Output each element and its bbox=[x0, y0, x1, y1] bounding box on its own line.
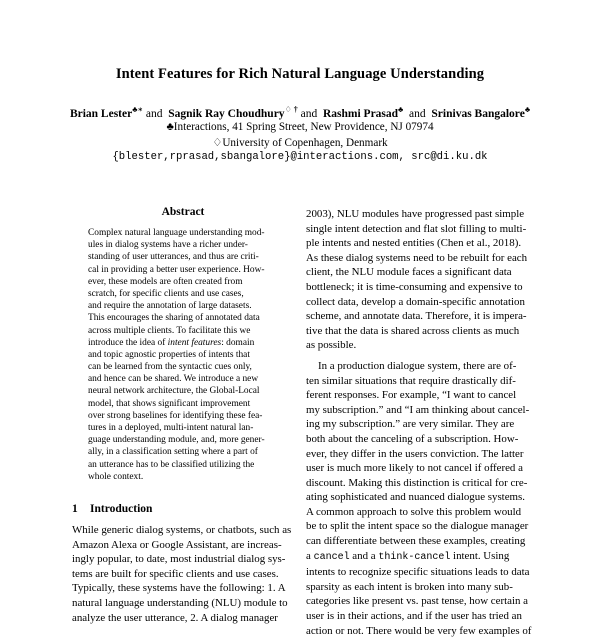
text-line: Typically, these systems have the following: 1. A bbox=[72, 582, 286, 595]
text-line: standing of user utterances, and thus are criti- bbox=[88, 252, 259, 263]
text-line: ferent responses. For example, “I want to cancel bbox=[306, 389, 517, 402]
affiliation: ♢University of Copenhagen, Denmark bbox=[212, 137, 388, 149]
paper-title: Intent Features for Rich Natural Language Understanding bbox=[115, 66, 485, 82]
text-line: discount. Making this distinction is critical for cre- bbox=[306, 476, 528, 489]
text-line: categories like present vs. past tense, how certain a bbox=[306, 595, 528, 608]
text-line: tive that the data is shared across clients as much bbox=[306, 324, 520, 337]
text-line: whole context. bbox=[88, 471, 144, 482]
text-line: sparsity as each intent is broken into many sub- bbox=[306, 580, 513, 593]
section-number: 1 bbox=[72, 503, 78, 515]
text-line: natural language understanding (NLU) module to bbox=[72, 596, 288, 609]
text-line: user is in their actions, and if the user has tried an bbox=[306, 610, 522, 623]
text-line: This encourages the sharing of annotated data bbox=[88, 313, 260, 324]
author-emails: {blester,rprasad,sbangalore}@interactions.com, src@di.ku.dk bbox=[112, 151, 488, 163]
author-marks: ♣ bbox=[524, 105, 531, 114]
text-line: a cancel and a think-cancel intent. Using bbox=[306, 549, 510, 563]
author-name: Srinivas Bangalore bbox=[431, 107, 525, 120]
author-name: Sagnik Ray Choudhury bbox=[168, 107, 285, 120]
text-line: introduce the idea of intent features: domain bbox=[88, 337, 255, 348]
text-line: A common approach to solve this problem would bbox=[306, 505, 522, 518]
text-line: can differentiate between these examples, creating bbox=[306, 535, 526, 548]
paragraph bbox=[306, 359, 532, 638]
author-marks: ♣∗ bbox=[132, 105, 143, 114]
author-marks: ♢ † bbox=[284, 105, 298, 114]
author-name: Brian Lester bbox=[69, 107, 133, 120]
text-line: Complex natural language understanding mod- bbox=[88, 228, 265, 238]
text-line: an utterance has to be classified utilizing the bbox=[88, 459, 255, 470]
text-line: ple intents and nested entities (Chen et al., 2018). bbox=[306, 237, 522, 250]
text-line: be to split the intent space so the dialogue manager bbox=[306, 520, 529, 533]
text-line: single intent detection and flat slot filling to multi- bbox=[306, 222, 527, 235]
author-marks: ♣ bbox=[398, 105, 404, 114]
text-line: ever, they differ in the users conviction. The latter bbox=[306, 447, 524, 460]
paragraph bbox=[306, 207, 532, 353]
right-column bbox=[306, 207, 532, 638]
text-line: can be learned from the syntactic cues only, bbox=[88, 362, 252, 373]
text-line: intents to recognize specific situations leads to data bbox=[306, 566, 530, 579]
text-line: ing my subscription.” are very similar. They are bbox=[306, 418, 515, 431]
author-conjunction: and bbox=[409, 107, 426, 120]
text-line: In a production dialogue system, there are of- bbox=[318, 359, 517, 372]
text-line: scheme, and annotate data. Therefore, it is impera- bbox=[306, 310, 527, 323]
section-title: Introduction bbox=[90, 503, 153, 515]
text-line: as possible. bbox=[306, 339, 357, 352]
text-line: and hence can be shared. We introduce a new bbox=[88, 374, 259, 385]
text-line: ally, in a classification setting where a part of bbox=[88, 447, 258, 458]
text-line: ever, these models are often created from bbox=[88, 276, 243, 287]
text-line: and topic agnostic properties of intents that bbox=[88, 349, 250, 360]
text-line: model, that shows significant improvement bbox=[88, 398, 251, 409]
text-line: neural network architecture, the Global-Local bbox=[88, 386, 260, 397]
author-name: Rashmi Prasad bbox=[322, 107, 399, 120]
text-line: both about the canceling of a subscription. How- bbox=[306, 432, 519, 445]
author-list bbox=[0, 104, 600, 120]
text-line: tures in a deployed, multi-intent natural lan- bbox=[88, 423, 254, 433]
text-line: my subscription.” and “I am thinking about cancel- bbox=[306, 403, 530, 416]
affiliation: ♣Interactions, 41 Spring Street, New Providence, NJ 07974 bbox=[166, 121, 434, 133]
text-line: guage understanding module, and, more gener- bbox=[88, 435, 265, 446]
text-line: analyze the user utterance, 2. A dialog manager bbox=[72, 611, 278, 624]
text-line: ten similar situations that require drastically dif- bbox=[306, 374, 516, 387]
text-line: and require the annotation of large datasets. bbox=[88, 301, 252, 312]
text-line: While generic dialog systems, or chatbots, such as bbox=[72, 524, 292, 536]
text-line: tems are built for specific clients and use cases. bbox=[72, 567, 279, 580]
section-heading bbox=[72, 503, 152, 515]
text-line: across multiple clients. To facilitate this we bbox=[88, 325, 251, 336]
text-line: As these dialog systems need to be rebuilt for each bbox=[306, 251, 528, 264]
text-line: ules in dialog systems have a richer under- bbox=[88, 240, 248, 251]
text-line: action or not. There would be very few examples of bbox=[306, 624, 532, 637]
text-line: over strong baselines for identifying these fea- bbox=[88, 410, 263, 421]
text-line: bottleneck; it is time-consuming and expensive to bbox=[306, 280, 523, 293]
text-line: user is much more likely to not cancel if offered a bbox=[306, 462, 523, 475]
text-line: scratch, for specific clients and use cases, bbox=[88, 288, 244, 299]
author-conjunction: and bbox=[300, 107, 318, 120]
text-line: collect data, develop a domain-specific annotation bbox=[306, 295, 525, 308]
text-line: cal in providing a better user experience. How- bbox=[88, 264, 265, 275]
text-line: Amazon Alexa or Google Assistant, are increas- bbox=[72, 538, 282, 551]
intro-body bbox=[72, 523, 298, 625]
author-conjunction: and bbox=[145, 107, 163, 120]
abstract-body bbox=[88, 227, 278, 483]
text-line: ating sophisticated and nuanced dialogue systems. bbox=[306, 491, 525, 504]
text-line: client, the NLU module faces a significant data bbox=[306, 266, 512, 279]
text-line: ingly popular, to date, most industrial dialog sys- bbox=[72, 553, 286, 566]
text-line: 2003), NLU modules have progressed past simple bbox=[306, 208, 525, 220]
abstract-heading: Abstract bbox=[161, 206, 205, 218]
